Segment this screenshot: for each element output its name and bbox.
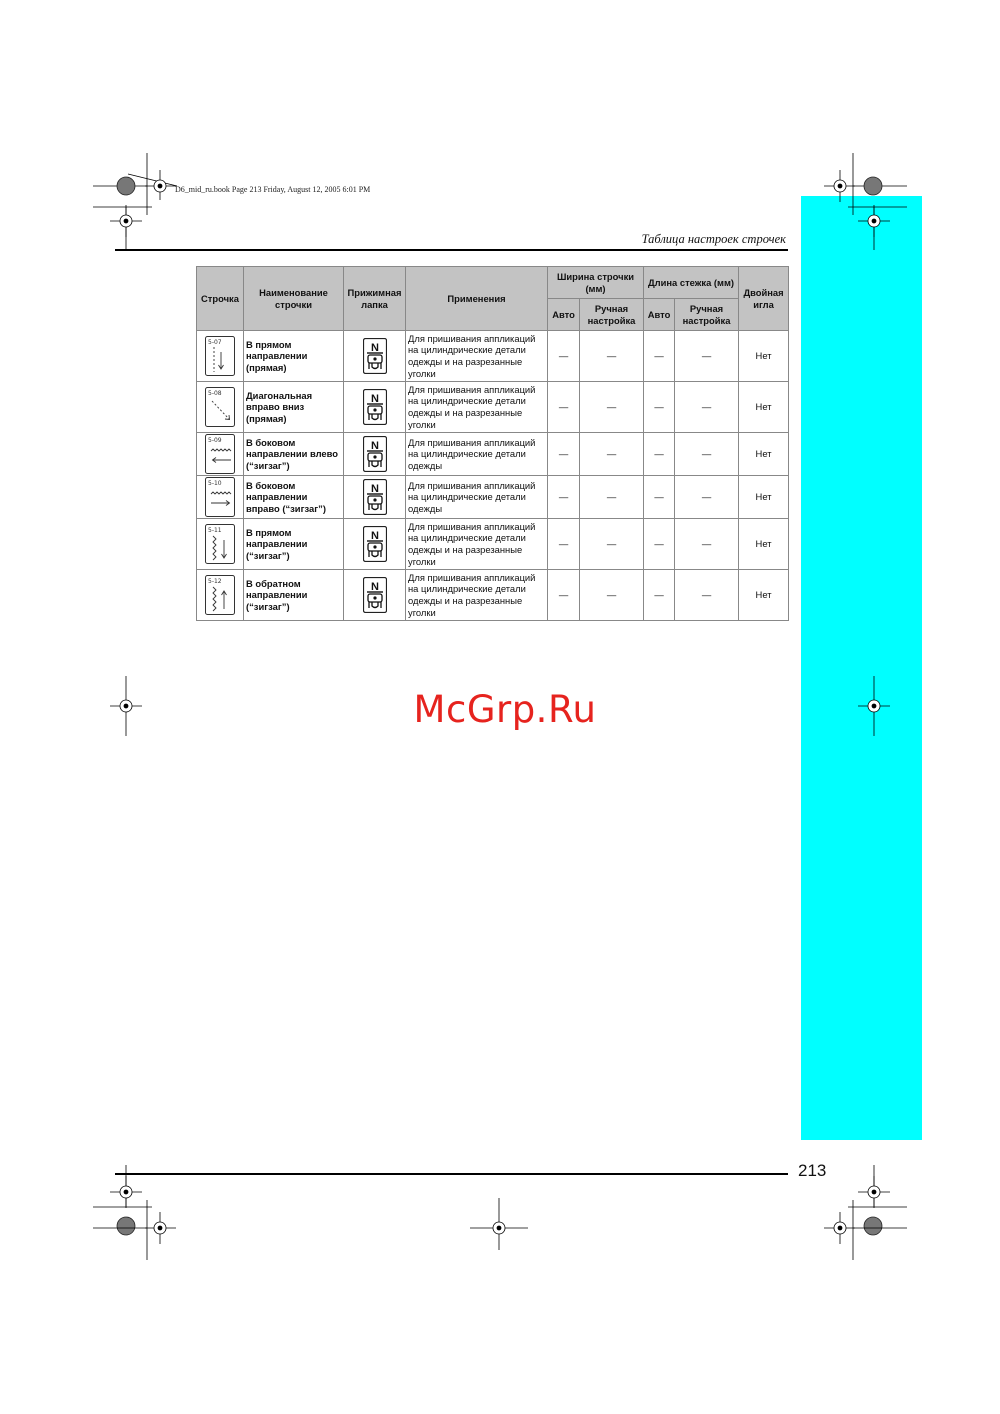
header-length-auto: Авто bbox=[644, 299, 675, 331]
width-manual: — bbox=[580, 433, 644, 476]
stitch-usage: Для пришивания аппликаций на цилиндрические детали одежды и на разрезанные уголки bbox=[406, 519, 548, 570]
table-row bbox=[197, 433, 789, 476]
presser-foot-n-icon bbox=[363, 436, 387, 472]
stitch-cell bbox=[197, 331, 244, 382]
table-row bbox=[197, 519, 789, 570]
stitch-pattern-icon bbox=[205, 336, 235, 376]
twin-needle: Нет bbox=[739, 382, 789, 433]
stitch-usage: Для пришивания аппликаций на цилиндрические детали одежды и на разрезанные уголки bbox=[406, 382, 548, 433]
twin-needle: Нет bbox=[739, 519, 789, 570]
presser-foot-n-icon bbox=[363, 338, 387, 374]
stitch-usage: Для пришивания аппликаций на цилиндрические детали одежды и на разрезанные уголки bbox=[406, 331, 548, 382]
length-manual: — bbox=[675, 433, 739, 476]
width-auto: — bbox=[548, 331, 580, 382]
stitch-code: 5-07 bbox=[208, 339, 222, 346]
foot-letter: N bbox=[370, 342, 379, 354]
stitch-cell bbox=[197, 570, 244, 621]
header-width-auto: Авто bbox=[548, 299, 580, 331]
stitch-name: В прямом направлении (“зигзаг”) bbox=[244, 519, 344, 570]
width-manual: — bbox=[580, 331, 644, 382]
header-twin-needle: Двойная игла bbox=[739, 267, 789, 331]
stitch-name: В боковом направлении вправо (“зигзаг”) bbox=[244, 476, 344, 519]
header-width: Ширина строчки (мм) bbox=[548, 267, 644, 299]
presser-foot-n-icon bbox=[363, 389, 387, 425]
stitch-usage: Для пришивания аппликаций на цилиндрические детали одежды bbox=[406, 476, 548, 519]
stitch-name: В прямом направлении (прямая) bbox=[244, 331, 344, 382]
stitch-code: 5-08 bbox=[208, 390, 222, 397]
length-manual: — bbox=[675, 519, 739, 570]
foot-cell bbox=[344, 519, 406, 570]
stitch-cell bbox=[197, 382, 244, 433]
presser-foot-n-icon bbox=[363, 526, 387, 562]
header-foot: Прижимная лапка bbox=[344, 267, 406, 331]
stitch-name: Диагональная вправо вниз (прямая) bbox=[244, 382, 344, 433]
presser-foot-n-icon bbox=[363, 577, 387, 613]
page-number: 213 bbox=[798, 1161, 827, 1180]
stitch-code: 5-09 bbox=[208, 437, 222, 444]
twin-needle: Нет bbox=[739, 476, 789, 519]
width-auto: — bbox=[548, 476, 580, 519]
stitch-code: 5-10 bbox=[208, 480, 222, 487]
footer-rule bbox=[115, 1173, 788, 1175]
foot-letter: N bbox=[370, 530, 379, 542]
stitch-cell bbox=[197, 476, 244, 519]
stitch-usage: Для пришивания аппликаций на цилиндрические детали одежды bbox=[406, 433, 548, 476]
length-manual: — bbox=[675, 570, 739, 621]
header-stitch: Строчка bbox=[197, 267, 244, 331]
foot-cell bbox=[344, 433, 406, 476]
stitch-pattern-icon bbox=[205, 524, 235, 564]
foot-cell bbox=[344, 382, 406, 433]
width-manual: — bbox=[580, 519, 644, 570]
length-auto: — bbox=[644, 519, 675, 570]
foot-letter: N bbox=[370, 393, 379, 405]
header-length: Длина стежка (мм) bbox=[644, 267, 739, 299]
stitch-cell bbox=[197, 433, 244, 476]
length-manual: — bbox=[675, 382, 739, 433]
stitch-name: В обратном направлении (“зигзаг”) bbox=[244, 570, 344, 621]
header-usage: Применения bbox=[406, 267, 548, 331]
length-auto: — bbox=[644, 476, 675, 519]
length-manual: — bbox=[675, 331, 739, 382]
stitch-settings-table bbox=[196, 266, 789, 621]
length-auto: — bbox=[644, 433, 675, 476]
foot-letter: N bbox=[370, 440, 379, 452]
table-row bbox=[197, 382, 789, 433]
twin-needle: Нет bbox=[739, 570, 789, 621]
header-length-manual: Ручная настройка bbox=[675, 299, 739, 331]
stitch-cell bbox=[197, 519, 244, 570]
stitch-pattern-icon bbox=[205, 387, 235, 427]
header-rule bbox=[115, 249, 788, 251]
foot-letter: N bbox=[370, 483, 379, 495]
stitch-pattern-icon bbox=[205, 477, 235, 517]
foot-cell bbox=[344, 331, 406, 382]
width-auto: — bbox=[548, 382, 580, 433]
header-width-manual: Ручная настройка bbox=[580, 299, 644, 331]
length-auto: — bbox=[644, 331, 675, 382]
width-manual: — bbox=[580, 476, 644, 519]
width-auto: — bbox=[548, 433, 580, 476]
foot-cell bbox=[344, 476, 406, 519]
header-name: Наименование строчки bbox=[244, 267, 344, 331]
stitch-usage: Для пришивания аппликаций на цилиндрические детали одежды и на разрезанные уголки bbox=[406, 570, 548, 621]
stitch-pattern-icon bbox=[205, 434, 235, 474]
table-row bbox=[197, 570, 789, 621]
foot-letter: N bbox=[370, 581, 379, 593]
stitch-code: 5-12 bbox=[208, 578, 222, 585]
width-auto: — bbox=[548, 519, 580, 570]
length-manual: — bbox=[675, 476, 739, 519]
section-title: Таблица настроек строчек bbox=[641, 232, 786, 246]
stitch-name: В боковом направлении влево (“зигзаг”) bbox=[244, 433, 344, 476]
watermark: McGrp.Ru bbox=[413, 688, 597, 731]
book-line: D6_mid_ru.book Page 213 Friday, August 12, 2005 6:01 PM bbox=[175, 185, 371, 194]
width-manual: — bbox=[580, 382, 644, 433]
twin-needle: Нет bbox=[739, 331, 789, 382]
table-row bbox=[197, 331, 789, 382]
table-row bbox=[197, 476, 789, 519]
width-manual: — bbox=[580, 570, 644, 621]
foot-cell bbox=[344, 570, 406, 621]
width-auto: — bbox=[548, 570, 580, 621]
length-auto: — bbox=[644, 382, 675, 433]
presser-foot-n-icon bbox=[363, 479, 387, 515]
stitch-pattern-icon bbox=[205, 575, 235, 615]
length-auto: — bbox=[644, 570, 675, 621]
stitch-code: 5-11 bbox=[208, 527, 222, 534]
twin-needle: Нет bbox=[739, 433, 789, 476]
